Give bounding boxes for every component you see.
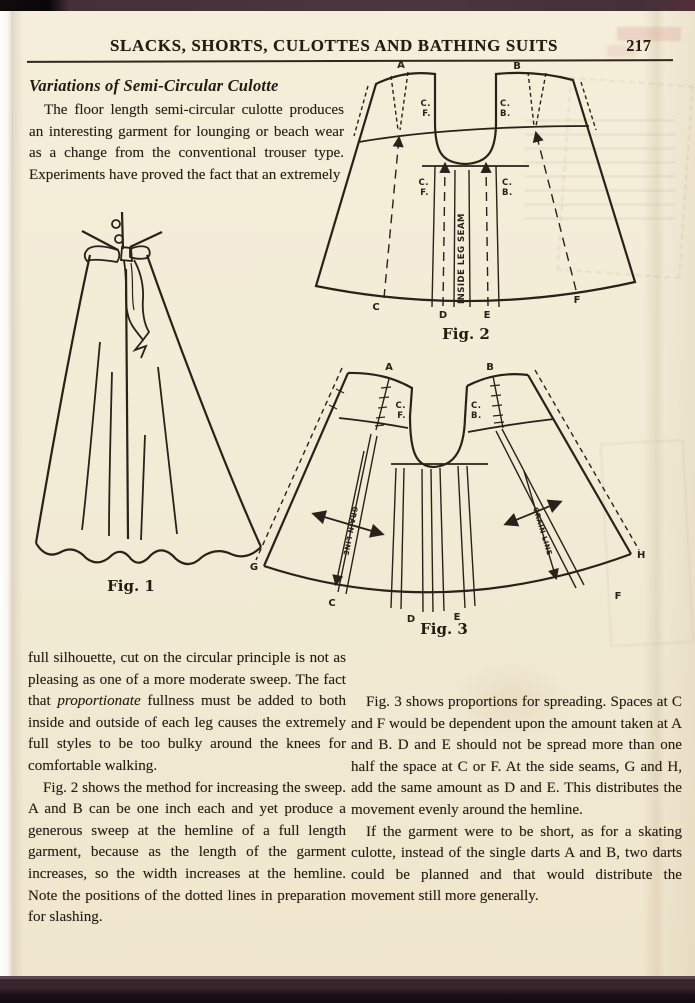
center-front-label: C. bbox=[418, 178, 429, 188]
inside-leg-seam-line bbox=[469, 170, 470, 307]
slash-line-arrow bbox=[536, 133, 576, 290]
center-seam bbox=[122, 212, 123, 249]
dart-hatch-marks bbox=[490, 385, 504, 423]
fig1-caption: Fig. 1 bbox=[107, 577, 155, 595]
text-run: fullness must be added to both inside and outside of each leg causes the extremely full styles to be too bulky around the knees for comfortable walking. bbox=[28, 693, 346, 774]
waist-edge bbox=[130, 232, 162, 247]
left-text-column bbox=[28, 648, 346, 929]
fold-line bbox=[109, 372, 112, 536]
slash-line bbox=[401, 468, 404, 609]
book-cover-edge-bottom bbox=[0, 976, 695, 1003]
right-panel-edge bbox=[467, 374, 528, 386]
inside-leg-edge bbox=[496, 166, 499, 307]
center-front-label: C. bbox=[420, 99, 431, 109]
point-label-b: B bbox=[486, 362, 494, 373]
center-back-label: C. bbox=[500, 99, 511, 109]
inside-leg-edge bbox=[432, 166, 435, 307]
sash-tail-fold bbox=[131, 263, 134, 310]
slash-line-arrow bbox=[486, 164, 488, 306]
section-heading: Variations of Semi-Circular Culotte bbox=[29, 76, 279, 95]
book-cover-edge-top bbox=[0, 0, 695, 11]
point-label-c: C bbox=[328, 598, 336, 609]
inside-leg-seam-line bbox=[454, 170, 455, 307]
fig2-drawing bbox=[288, 58, 683, 350]
grain-line-label: GRAIN LINE bbox=[341, 505, 359, 557]
fold-line bbox=[82, 342, 100, 530]
point-label-g: G bbox=[249, 562, 259, 573]
crotch-curve bbox=[410, 386, 467, 467]
center-back-label: B. bbox=[502, 188, 513, 198]
center-front-label: F. bbox=[422, 109, 431, 119]
fig3-caption: Fig. 3 bbox=[420, 620, 468, 638]
dart-line bbox=[391, 76, 398, 130]
slash-line bbox=[458, 466, 465, 608]
slash-line-arrow bbox=[443, 164, 445, 306]
center-back-label: B. bbox=[471, 411, 482, 421]
paragraph bbox=[28, 648, 346, 778]
dart-line bbox=[376, 379, 389, 430]
paragraph: If the garment were to be short, as for a skating culotte, instead of the single darts A and B, two darts could be planned and that would distribute the movement still more generally. bbox=[351, 823, 682, 905]
running-header: SLACKS, SHORTS, CULOTTES AND BATHING SUITS bbox=[110, 36, 558, 55]
page bbox=[13, 11, 695, 976]
point-label-a: A bbox=[385, 362, 393, 373]
fig3-drawing bbox=[246, 356, 691, 638]
skirt-left-edge bbox=[36, 255, 90, 543]
point-label-d: D bbox=[406, 614, 416, 625]
fold-line bbox=[141, 435, 145, 540]
inside-leg-seam-label: INSIDE LEG SEAM bbox=[457, 212, 467, 304]
dart-line bbox=[493, 376, 503, 428]
skirt-left-edge bbox=[264, 373, 348, 566]
paragraph: Fig. 2 shows the method for increasing the sweep. A and B can be one inch each and yet produce a generous sweep at the hemline of a full length garment, because as the length of the garment increases, so the width increases at the hemline. Note the positions of the dotted lines in preparation for slashing. bbox=[28, 779, 346, 926]
seam-allowance-dash bbox=[581, 82, 596, 130]
point-label-b: B bbox=[513, 61, 521, 72]
italic-word: proportionate bbox=[57, 693, 141, 710]
paragraph: Fig. 3 shows proportions for spreading. Spaces at C and F would be dependent upon the amount taken at A and B. D and E should not be spread more than one half the space at C or F. At the side seams, G and H, add the same amount as D and E. This distributes the movement evenly around the hemline. bbox=[351, 694, 682, 818]
original-edge-dash bbox=[535, 370, 639, 550]
center-back-label: B. bbox=[500, 109, 511, 119]
slash-line bbox=[391, 468, 396, 608]
point-label-f: F bbox=[614, 591, 622, 602]
point-label-e: E bbox=[483, 310, 491, 321]
dart-line bbox=[536, 73, 546, 126]
center-back-label: C. bbox=[502, 178, 513, 188]
point-label-f: F bbox=[573, 295, 581, 306]
point-label-a: A bbox=[397, 60, 405, 71]
right-text-column bbox=[351, 692, 682, 908]
slash-line bbox=[467, 466, 475, 606]
dart-line bbox=[400, 72, 408, 130]
point-label-e: E bbox=[453, 612, 461, 623]
figure-2-pattern-diagram bbox=[288, 58, 683, 350]
dart-line bbox=[528, 72, 534, 126]
hip-line bbox=[359, 126, 589, 142]
page-number: 217 bbox=[626, 36, 651, 55]
dart-hatch-marks bbox=[375, 387, 391, 426]
fold-line bbox=[158, 367, 177, 534]
original-edge-dash bbox=[256, 368, 342, 560]
skirt-right-edge bbox=[147, 255, 261, 547]
pattern-outline bbox=[316, 73, 635, 301]
point-label-h: H bbox=[637, 550, 646, 561]
center-front-label: F. bbox=[420, 188, 429, 198]
point-label-c: C bbox=[372, 302, 380, 313]
sash-tail-end bbox=[135, 340, 146, 358]
paragraph: The floor length semi-circular culotte produces an interesting garment for lounging or beach wear as a change from the conventional trouser type. Experiments have proved the fact that an extremely bbox=[29, 102, 344, 183]
grain-line-label: GRAIN LINE bbox=[531, 506, 554, 557]
center-front-label: F. bbox=[397, 411, 406, 421]
text-run: full silhouette, cut on the circular principle is not as pleasing as one of a more moderate sweep. The fact that bbox=[28, 650, 346, 710]
scan-edge-left bbox=[0, 11, 13, 976]
fig2-caption: Fig. 2 bbox=[442, 325, 490, 343]
center-front-label: C. bbox=[395, 401, 406, 411]
figure-3-pattern-diagram bbox=[246, 356, 691, 638]
slash-line bbox=[440, 468, 444, 611]
hemline bbox=[36, 543, 261, 564]
point-label-d: D bbox=[438, 310, 448, 321]
slash-line bbox=[431, 469, 433, 612]
center-back-label: C. bbox=[471, 401, 482, 411]
slash-line-arrow bbox=[384, 138, 399, 298]
button-icon bbox=[112, 220, 120, 228]
sash-tail bbox=[124, 260, 149, 340]
slash-line bbox=[422, 469, 423, 612]
seam-allowance-dash bbox=[354, 86, 368, 136]
